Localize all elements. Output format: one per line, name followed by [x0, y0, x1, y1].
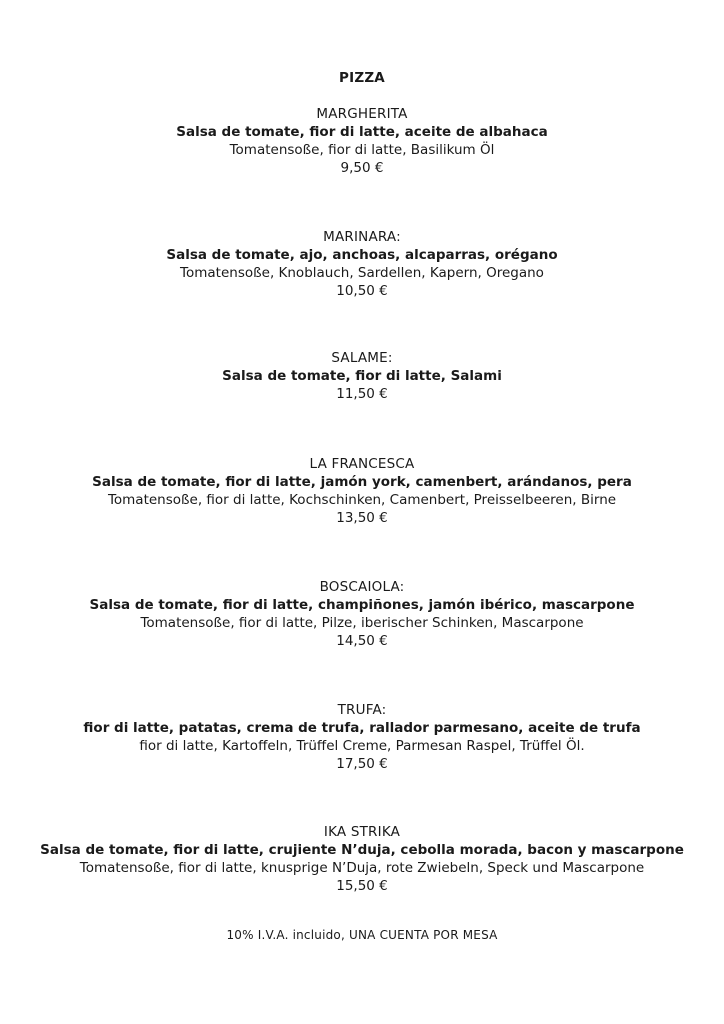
description-de: Tomatensoße, fior di latte, knusprige N’Duja, rote Zwiebeln, Speck und Mascarpone — [79, 860, 645, 876]
description-es: Salsa de tomate, fior di latte, aceite de albahaca — [176, 124, 548, 140]
pizza-name: MARGHERITA — [316, 106, 408, 122]
description-de: Tomatensoße, fior di latte, Basilikum Öl — [229, 142, 495, 158]
price: 11,50 € — [336, 386, 388, 402]
description-de: Tomatensoße, fior di latte, Pilze, iberischer Schinken, Mascarpone — [140, 615, 584, 631]
description-es: Salsa de tomate, fior di latte, Salami — [222, 368, 502, 384]
pizza-name: IKA STRIKA — [323, 824, 401, 840]
description-es: fior di latte, patatas, crema de trufa, rallador parmesano, aceite de trufa — [83, 720, 641, 736]
description-es: Salsa de tomate, fior di latte, champiñones, jamón ibérico, mascarpone — [89, 597, 635, 613]
menu-item — [0, 349, 724, 403]
description-es: Salsa de tomate, fior di latte, jamón york, camenbert, arándanos, pera — [92, 474, 632, 490]
footer-note: 10% I.V.A. incluido, UNA CUENTA POR MESA — [226, 928, 498, 942]
pizza-name: SALAME: — [331, 350, 393, 366]
menu-item — [0, 228, 724, 300]
price: 10,50 € — [336, 283, 388, 299]
description-de: Tomatensoße, Knoblauch, Sardellen, Kapern, Oregano — [180, 265, 544, 281]
menu-item — [0, 105, 724, 177]
menu-item — [0, 701, 724, 773]
price: 14,50 € — [336, 633, 388, 649]
description-de: fior di latte, Kartoffeln, Trüffel Creme, Parmesan Raspel, Trüffel Öl. — [139, 738, 585, 754]
pizza-name: TRUFA: — [337, 702, 387, 718]
menu-item — [0, 455, 724, 527]
price: 9,50 € — [340, 160, 384, 176]
pizza-name: LA FRANCESCA — [309, 456, 415, 472]
price: 15,50 € — [336, 878, 388, 894]
menu-item — [0, 578, 724, 650]
description-es: Salsa de tomate, fior di latte, crujiente N’duja, cebolla morada, bacon y mascarpone — [40, 842, 684, 858]
price: 17,50 € — [336, 756, 388, 772]
description-es: Salsa de tomate, ajo, anchoas, alcaparras, orégano — [166, 247, 558, 263]
menu-item — [0, 823, 724, 895]
pizza-name: BOSCAIOLA: — [319, 579, 405, 595]
pizza-name: MARINARA: — [323, 229, 401, 245]
section-title: PIZZA — [339, 70, 385, 86]
price: 13,50 € — [336, 510, 388, 526]
description-de: Tomatensoße, fior di latte, Kochschinken, Camenbert, Preisselbeeren, Birne — [107, 492, 617, 508]
